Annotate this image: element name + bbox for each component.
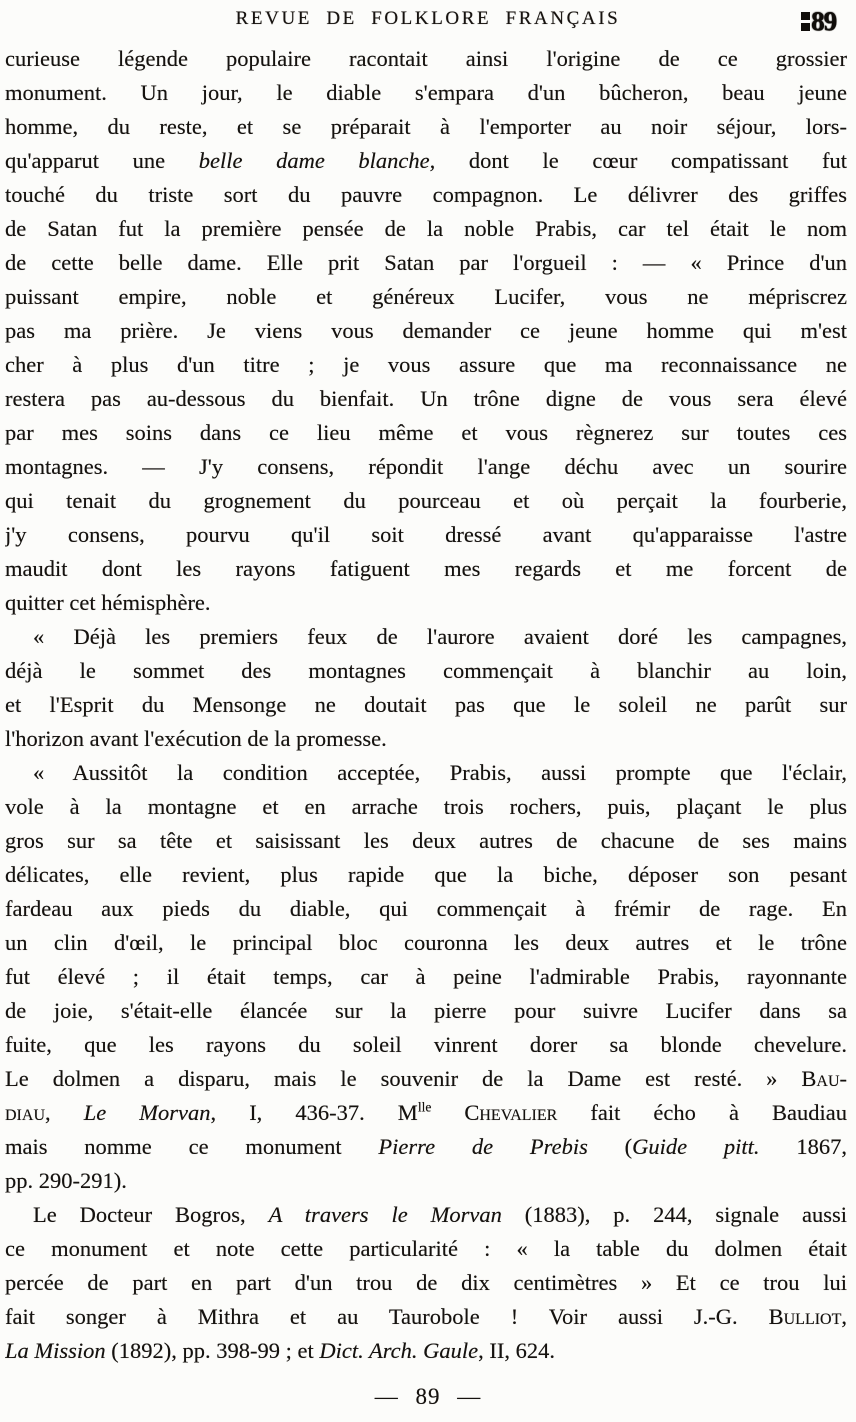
journal-title: REVUE DE FOLKLORE FRANÇAIS	[235, 8, 621, 29]
text-line	[5, 654, 847, 688]
text-line	[5, 1232, 847, 1266]
text-segment: cher à plus d'un titre ; je vous assure que ma reconnaissance ne	[5, 352, 847, 377]
text-line	[5, 1300, 847, 1334]
running-head	[0, 6, 856, 38]
header-page-number	[801, 6, 836, 37]
text-line	[5, 1334, 847, 1368]
text-segment: touché du triste sort du pauvre compagnon. Le délivrer des griffes	[5, 182, 847, 207]
text-segment: délicates, elle revient, plus rapide que la biche, déposer son pesant	[5, 862, 847, 887]
text-segment: fait songer à Mithra et au Taurobole ! Voir aussi J.-G.	[5, 1304, 769, 1329]
text-line	[5, 42, 847, 76]
text-line	[5, 1028, 847, 1062]
paragraph	[5, 756, 847, 1198]
text-line	[5, 722, 847, 756]
text-segment: fuite, que les rayons du soleil vinrent dorer sa blonde chevelure.	[5, 1032, 847, 1057]
ink-smudge	[801, 12, 810, 31]
text-line	[5, 926, 847, 960]
text-segment: par mes soins dans ce lieu même et vous règnerez sur toutes ces	[5, 420, 847, 445]
text-segment: monument. Un jour, le diable s'empara d'un bûcheron, beau jeune	[5, 80, 847, 105]
text-line	[5, 178, 847, 212]
text-line	[5, 858, 847, 892]
text-segment: Dict. Arch. Gaule	[319, 1338, 479, 1363]
text-segment: j'y consens, pourvu qu'il soit dressé avant qu'apparaisse l'astre	[5, 522, 847, 547]
text-line	[5, 824, 847, 858]
text-line	[5, 586, 847, 620]
text-segment: A travers le Morvan	[268, 1202, 502, 1227]
text-segment: homme, du reste, et se préparait à l'emporter au noir séjour, lors-	[5, 114, 847, 139]
text-segment: « Déjà les premiers feux de l'aurore avaient doré les campagnes,	[33, 624, 847, 649]
text-segment: et l'Esprit du Mensonge ne doutait pas que le soleil ne parût sur	[5, 692, 847, 717]
text-segment: (1883), p. 244, signale aussi	[501, 1202, 847, 1227]
text-line	[5, 212, 847, 246]
text-segment: fut élevé ; il était temps, car à peine l'admirable Prabis, rayonnante	[5, 964, 847, 989]
text-line	[5, 960, 847, 994]
text-segment: percée de part en part d'un trou de dix centimètres » Et ce trou lui	[5, 1270, 847, 1295]
text-segment: pp. 290-291).	[5, 1168, 127, 1193]
text-segment: Guide pitt.	[632, 1134, 760, 1159]
text-segment: quitter cet hémisphère.	[5, 590, 211, 615]
text-segment: Pierre de Prebis	[378, 1134, 588, 1159]
text-line	[5, 1062, 847, 1096]
text-line	[5, 756, 847, 790]
text-line	[5, 382, 847, 416]
text-segment: puissant empire, noble et généreux Lucifer, vous ne mépriscrez	[5, 284, 847, 309]
text-line	[5, 416, 847, 450]
text-segment: montagnes. — J'y consens, répondit l'ange déchu avec un sourire	[5, 454, 847, 479]
text-segment: Le dolmen a disparu, mais le souvenir de la Dame est resté. »	[5, 1066, 802, 1091]
text-line	[5, 1266, 847, 1300]
text-segment: Le Morvan	[83, 1100, 211, 1125]
text-segment: déjà le sommet des montagnes commençait à blanchir au loin,	[5, 658, 847, 683]
text-line	[5, 1164, 847, 1198]
text-segment: ,	[45, 1100, 84, 1125]
text-line	[5, 688, 847, 722]
text-line	[5, 280, 847, 314]
text-line	[5, 450, 847, 484]
text-segment: de cette belle dame. Elle prit Satan par l'orgueil : — « Prince d'un	[5, 250, 847, 275]
text-segment: lle	[417, 1099, 432, 1115]
text-line	[5, 518, 847, 552]
text-segment: de joie, s'était-elle élancée sur la pierre pour suivre Lucifer dans sa	[5, 998, 847, 1023]
text-line	[5, 144, 847, 178]
text-segment: « Aussitôt la condition acceptée, Prabis, aussi prompte que l'éclair,	[33, 760, 847, 785]
text-segment: ce monument et note cette particularité : « la table du dolmen était	[5, 1236, 847, 1261]
text-segment: dont le cœur compatissant fut	[435, 148, 847, 173]
text-line	[5, 994, 847, 1028]
text-line	[5, 348, 847, 382]
text-segment: , II, 624.	[478, 1338, 555, 1363]
text-segment: Chevalier	[464, 1100, 558, 1125]
footer-page-number: — 89 —	[374, 1384, 482, 1409]
text-line	[5, 790, 847, 824]
text-segment: mais nomme ce monument	[5, 1134, 379, 1159]
text-line	[5, 552, 847, 586]
text-line	[5, 76, 847, 110]
text-segment	[431, 1100, 464, 1125]
paragraph	[5, 620, 847, 756]
text-segment: La Mission	[5, 1338, 106, 1363]
text-segment: belle dame blanche,	[198, 148, 436, 173]
text-line	[5, 892, 847, 926]
text-line	[5, 314, 847, 348]
text-segment: 1867,	[759, 1134, 847, 1159]
text-line	[5, 620, 847, 654]
text-segment: pas ma prière. Je viens vous demander ce jeune homme qui m'est	[5, 318, 847, 343]
text-line	[5, 246, 847, 280]
text-line	[5, 110, 847, 144]
header-page-number-text: 89	[811, 6, 836, 36]
text-segment: qu'apparut une	[5, 148, 199, 173]
text-segment: ,	[841, 1304, 847, 1329]
text-segment: diau	[5, 1100, 45, 1125]
text-segment: de Satan fut la première pensée de la noble Prabis, car tel était le nom	[5, 216, 847, 241]
text-line	[5, 1198, 847, 1232]
text-segment: Bau-	[801, 1066, 847, 1091]
text-segment: Le Docteur Bogros,	[33, 1202, 269, 1227]
text-segment: vole à la montagne et en arrache trois rochers, puis, plaçant le plus	[5, 794, 847, 819]
document-body	[5, 42, 847, 1368]
text-segment: (1892), pp. 398-99 ; et	[105, 1338, 320, 1363]
text-line	[5, 484, 847, 518]
paragraph	[5, 42, 847, 620]
text-segment: maudit dont les rayons fatiguent mes regards et me forcent de	[5, 556, 847, 581]
text-segment: fardeau aux pieds du diable, qui commençait à frémir de rage. En	[5, 896, 847, 921]
paragraph	[5, 1198, 847, 1368]
text-segment: fait écho à Baudiau	[557, 1100, 847, 1125]
text-segment: , I, 436-37. M	[210, 1100, 418, 1125]
text-segment: curieuse légende populaire racontait ainsi l'origine de ce grossier	[5, 46, 847, 71]
text-segment: qui tenait du grognement du pourceau et où perçait la fourberie,	[5, 488, 847, 513]
text-line	[5, 1130, 847, 1164]
text-line	[5, 1096, 847, 1130]
text-segment: (	[587, 1134, 633, 1159]
text-segment: gros sur sa tête et saisissant les deux autres de chacune de ses mains	[5, 828, 847, 853]
text-segment: un clin d'œil, le principal bloc couronna les deux autres et le trône	[5, 930, 847, 955]
text-segment: l'horizon avant l'exécution de la promesse.	[5, 726, 387, 751]
text-segment: Bulliot	[768, 1304, 842, 1329]
text-segment: restera pas au-dessous du bienfait. Un trône digne de vous sera élevé	[5, 386, 847, 411]
